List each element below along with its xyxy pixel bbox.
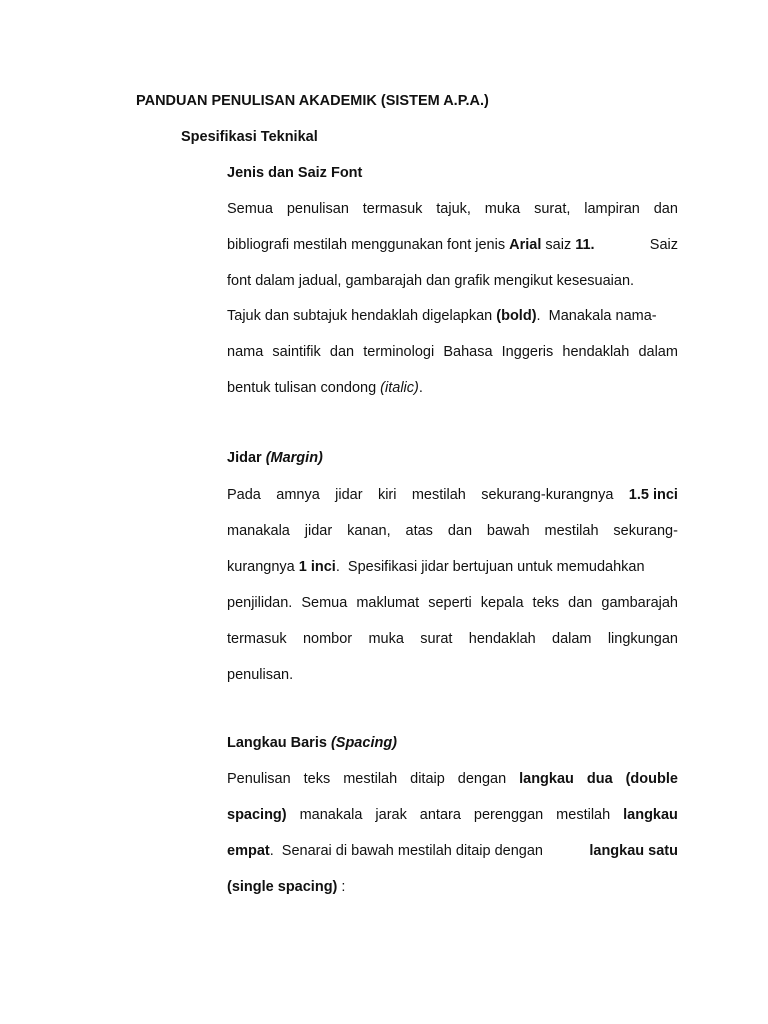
text-line: Pada amnya jidar kiri mestilah sekurang-kurangnya 1.5 inci xyxy=(227,487,678,503)
paragraph-margin xyxy=(227,486,678,702)
text-line: bentuk tulisan condong (italic). xyxy=(227,380,423,396)
heading-spacing: Langkau Baris (Spacing) xyxy=(227,735,398,751)
text-line: nama saintifik dan terminologi Bahasa Inggeris hendaklah dalam xyxy=(227,344,678,360)
heading-font: Jenis dan Saiz Font xyxy=(227,165,363,181)
text-line: (single spacing) : xyxy=(227,879,346,895)
text-line: bibliografi mestilah menggunakan font jenis Arial saiz 11. Saiz xyxy=(227,237,678,253)
paragraph-font-2 xyxy=(227,307,678,415)
text-line: spacing) manakala jarak antara perenggan mestilah langkau xyxy=(227,807,678,823)
heading-margin: Jidar (Margin) xyxy=(227,450,323,466)
text-line: Tajuk dan subtajuk hendaklah digelapkan (bold). Manakala nama- xyxy=(227,308,657,324)
text-line: kurangnya 1 inci. Spesifikasi jidar bertujuan untuk memudahkan xyxy=(227,559,645,575)
text-line: Semua penulisan termasuk tajuk, muka surat, lampiran dan xyxy=(227,201,678,217)
paragraph-font-1 xyxy=(227,200,678,308)
text-line: termasuk nombor muka surat hendaklah dalam lingkungan xyxy=(227,631,678,647)
text-line: penjilidan. Semua maklumat seperti kepala teks dan gambarajah xyxy=(227,595,678,611)
text-line: manakala jidar kanan, atas dan bawah mestilah sekurang- xyxy=(227,523,678,539)
text-line: font dalam jadual, gambarajah dan grafik mengikut kesesuaian. xyxy=(227,273,635,289)
document-title: PANDUAN PENULISAN AKADEMIK (SISTEM A.P.A.) xyxy=(136,93,489,109)
text-line: penulisan. xyxy=(227,667,294,683)
text-line: Penulisan teks mestilah ditaip dengan langkau dua (double xyxy=(227,771,678,787)
paragraph-spacing xyxy=(227,770,678,914)
section-title: Spesifikasi Teknikal xyxy=(181,129,318,145)
text-line: empat. Senarai di bawah mestilah ditaip dengan langkau satu xyxy=(227,843,678,859)
